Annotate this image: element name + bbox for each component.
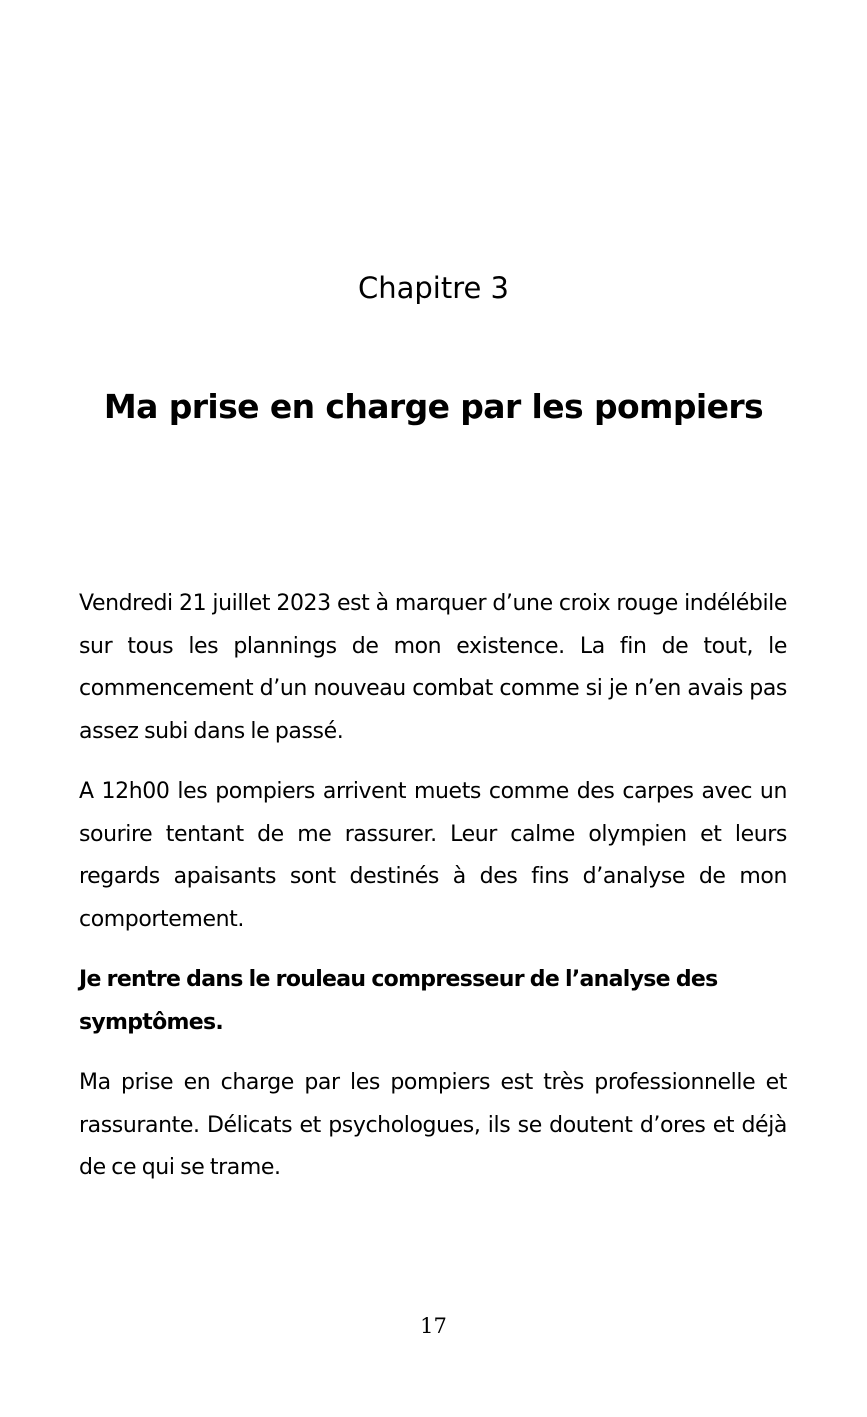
paragraph-1: Vendredi 21 juillet 2023 est à marquer d’une croix rouge indélébile sur tous les plannings de mon existence. La fin de tout, le commencement d’un nouveau combat comme si je n’en avais pas assez subi dans le passé. [79,591,787,744]
paragraph-3-bold: Je rentre dans le rouleau compresseur de l’analyse des symptômes. [79,967,718,1035]
chapter-title: Ma prise en charge par les pompiers [103,387,764,426]
paragraph-2: A 12h00 les pompiers arrivent muets comme des carpes avec un sourire tentant de me rassurer. Leur calme olympien et leurs regards apaisants sont destinés à des fins d’analyse de mon comportement. [79,779,787,932]
page-number: 17 [420,1314,447,1338]
chapter-label: Chapitre 3 [357,271,510,305]
chapter-body [79,583,787,1208]
paragraph-4: Ma prise en charge par les pompiers est très professionnelle et rassurante. Délicats et psychologues, ils se doutent d’ores et déjà de ce qui se trame. [79,1070,787,1180]
